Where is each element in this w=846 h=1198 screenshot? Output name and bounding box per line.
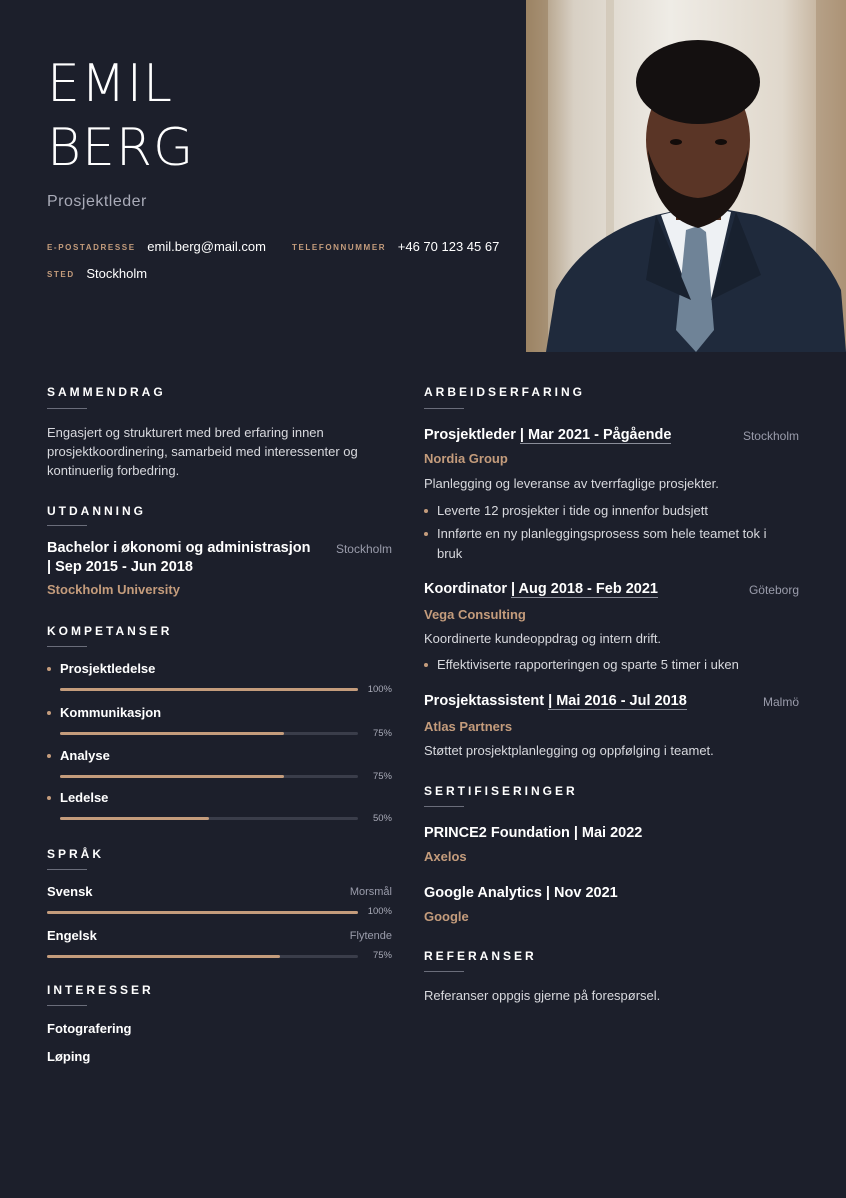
- phone-label: TELEFONNUMMER: [292, 243, 387, 252]
- skill-bar-track: [60, 775, 358, 778]
- experience-title: ARBEIDSERFARING: [424, 385, 586, 399]
- email-value[interactable]: emil.berg@mail.com: [147, 239, 266, 254]
- profile-photo: [526, 0, 846, 352]
- language-percent: 100%: [367, 906, 392, 917]
- education-degree: Bachelor i økonomi og administrasjon: [47, 540, 311, 556]
- language-bar-track: [47, 955, 358, 958]
- contact-email: [47, 239, 266, 254]
- language-name: Engelsk: [47, 928, 97, 943]
- experience-2-description: Koordinerte kundeoppdrag og intern drift.: [424, 631, 662, 646]
- skill-bar-fill: [60, 775, 284, 778]
- references-underline: [424, 971, 464, 972]
- language-level-text: Flytende: [349, 930, 392, 942]
- skill-percent: 50%: [372, 813, 392, 824]
- certifications-underline: [424, 806, 464, 807]
- skill-bar-fill: [60, 817, 209, 820]
- experience-1-company: Nordia Group: [424, 451, 508, 466]
- experience-2-dates: | Aug 2018 - Feb 2021: [511, 581, 658, 597]
- email-label: E-POSTADRESSE: [47, 243, 136, 252]
- experience-1-bullet: Leverte 12 prosjekter i tide og innenfor budsjett: [424, 501, 708, 521]
- job-title: Prosjektleder: [47, 193, 147, 210]
- location-value: Stockholm: [86, 266, 148, 281]
- skill-bar-fill: [60, 688, 358, 691]
- experience-3-company: Atlas Partners: [424, 719, 513, 734]
- experience-1-location: Stockholm: [742, 429, 799, 443]
- skills-title: KOMPETANSER: [47, 624, 173, 638]
- education-title: UTDANNING: [47, 504, 146, 518]
- profile-photo-illustration: [526, 0, 846, 352]
- skill-bar-track: [60, 688, 358, 691]
- language-bar-fill: [47, 955, 280, 958]
- phone-value[interactable]: +46 70 123 45 67: [397, 239, 500, 254]
- skill-bar-fill: [60, 732, 284, 735]
- experience-2-title: [424, 580, 658, 599]
- summary-title: SAMMENDRAG: [47, 385, 166, 399]
- skill-bar-track: [60, 732, 358, 735]
- experience-3-location: Malmö: [762, 695, 799, 709]
- education-school: Stockholm University: [47, 582, 180, 597]
- experience-3-title: [424, 692, 687, 711]
- experience-2-role: Koordinator: [424, 581, 507, 597]
- interests-title: INTERESSER: [47, 983, 154, 997]
- experience-2-location: Göteborg: [748, 583, 799, 597]
- experience-1-title: [424, 426, 671, 445]
- education-underline: [47, 525, 87, 526]
- experience-3-description: Støttet prosjektplanlegging og oppfølging i teamet.: [424, 743, 714, 758]
- last-name: BERG: [47, 118, 195, 178]
- interest-item: Løping: [47, 1049, 91, 1064]
- experience-1-dates: | Mar 2021 - Pågående: [519, 427, 672, 443]
- references-title: REFERANSER: [424, 949, 537, 963]
- experience-underline: [424, 408, 464, 409]
- experience-2-bullet: Effektiviserte rapporteringen og sparte 5 timer i uken: [424, 655, 739, 675]
- skill-name: Kommunikasjon: [47, 705, 161, 720]
- education-dates: | Sep 2015 - Jun 2018: [47, 559, 193, 575]
- languages-underline: [47, 869, 87, 870]
- skills-underline: [47, 646, 87, 647]
- skill-name: Ledelse: [47, 790, 108, 805]
- language-percent: 75%: [372, 950, 392, 961]
- languages-title: SPRÅK: [47, 847, 105, 861]
- summary-line-2: prosjektkoordinering, samarbeid med interessenter og: [47, 444, 358, 459]
- certifications-title: SERTIFISERINGER: [424, 784, 578, 798]
- experience-3-dates: | Mai 2016 - Jul 2018: [548, 693, 687, 709]
- certification-2-issuer: Google: [424, 909, 469, 924]
- experience-1-bullet: Innførte en ny planleggingsprosess som hele teamet tok i: [424, 524, 767, 544]
- summary-underline: [47, 408, 87, 409]
- skill-bar-track: [60, 817, 358, 820]
- interest-item: Fotografering: [47, 1021, 132, 1036]
- language-name: Svensk: [47, 884, 93, 899]
- skill-percent: 75%: [372, 728, 392, 739]
- interests-underline: [47, 1005, 87, 1006]
- summary-line-3: kontinuerlig forbedring.: [47, 463, 180, 478]
- certification-1-issuer: Axelos: [424, 849, 467, 864]
- first-name: EMIL: [47, 54, 174, 114]
- certification-1-name: PRINCE2 Foundation | Mai 2022: [424, 825, 643, 841]
- location-label: STED: [47, 270, 75, 279]
- experience-3-role: Prosjektassistent: [424, 693, 545, 709]
- language-bar-track: [47, 911, 358, 914]
- experience-2-company: Vega Consulting: [424, 607, 526, 622]
- skill-percent: 100%: [367, 684, 392, 695]
- experience-1-description: Planlegging og leveranse av tverrfaglige prosjekter.: [424, 476, 719, 491]
- language-bar-fill: [47, 911, 358, 914]
- references-text: Referanser oppgis gjerne på forespørsel.: [424, 988, 661, 1003]
- contact-location: [47, 266, 147, 281]
- resume-header: [0, 0, 846, 352]
- certification-2-name: Google Analytics | Nov 2021: [424, 885, 618, 901]
- education-location: Stockholm: [335, 542, 392, 556]
- skill-percent: 75%: [372, 771, 392, 782]
- skill-name: Prosjektledelse: [47, 661, 155, 676]
- summary-line-1: Engasjert og strukturert med bred erfaring innen: [47, 425, 324, 440]
- experience-1-role: Prosjektleder: [424, 427, 516, 443]
- skill-name: Analyse: [47, 748, 110, 763]
- candidate-name: [47, 52, 194, 180]
- experience-1-bullet-continued: bruk: [437, 546, 463, 561]
- contact-phone: [292, 239, 499, 254]
- language-level-text: Morsmål: [349, 886, 392, 898]
